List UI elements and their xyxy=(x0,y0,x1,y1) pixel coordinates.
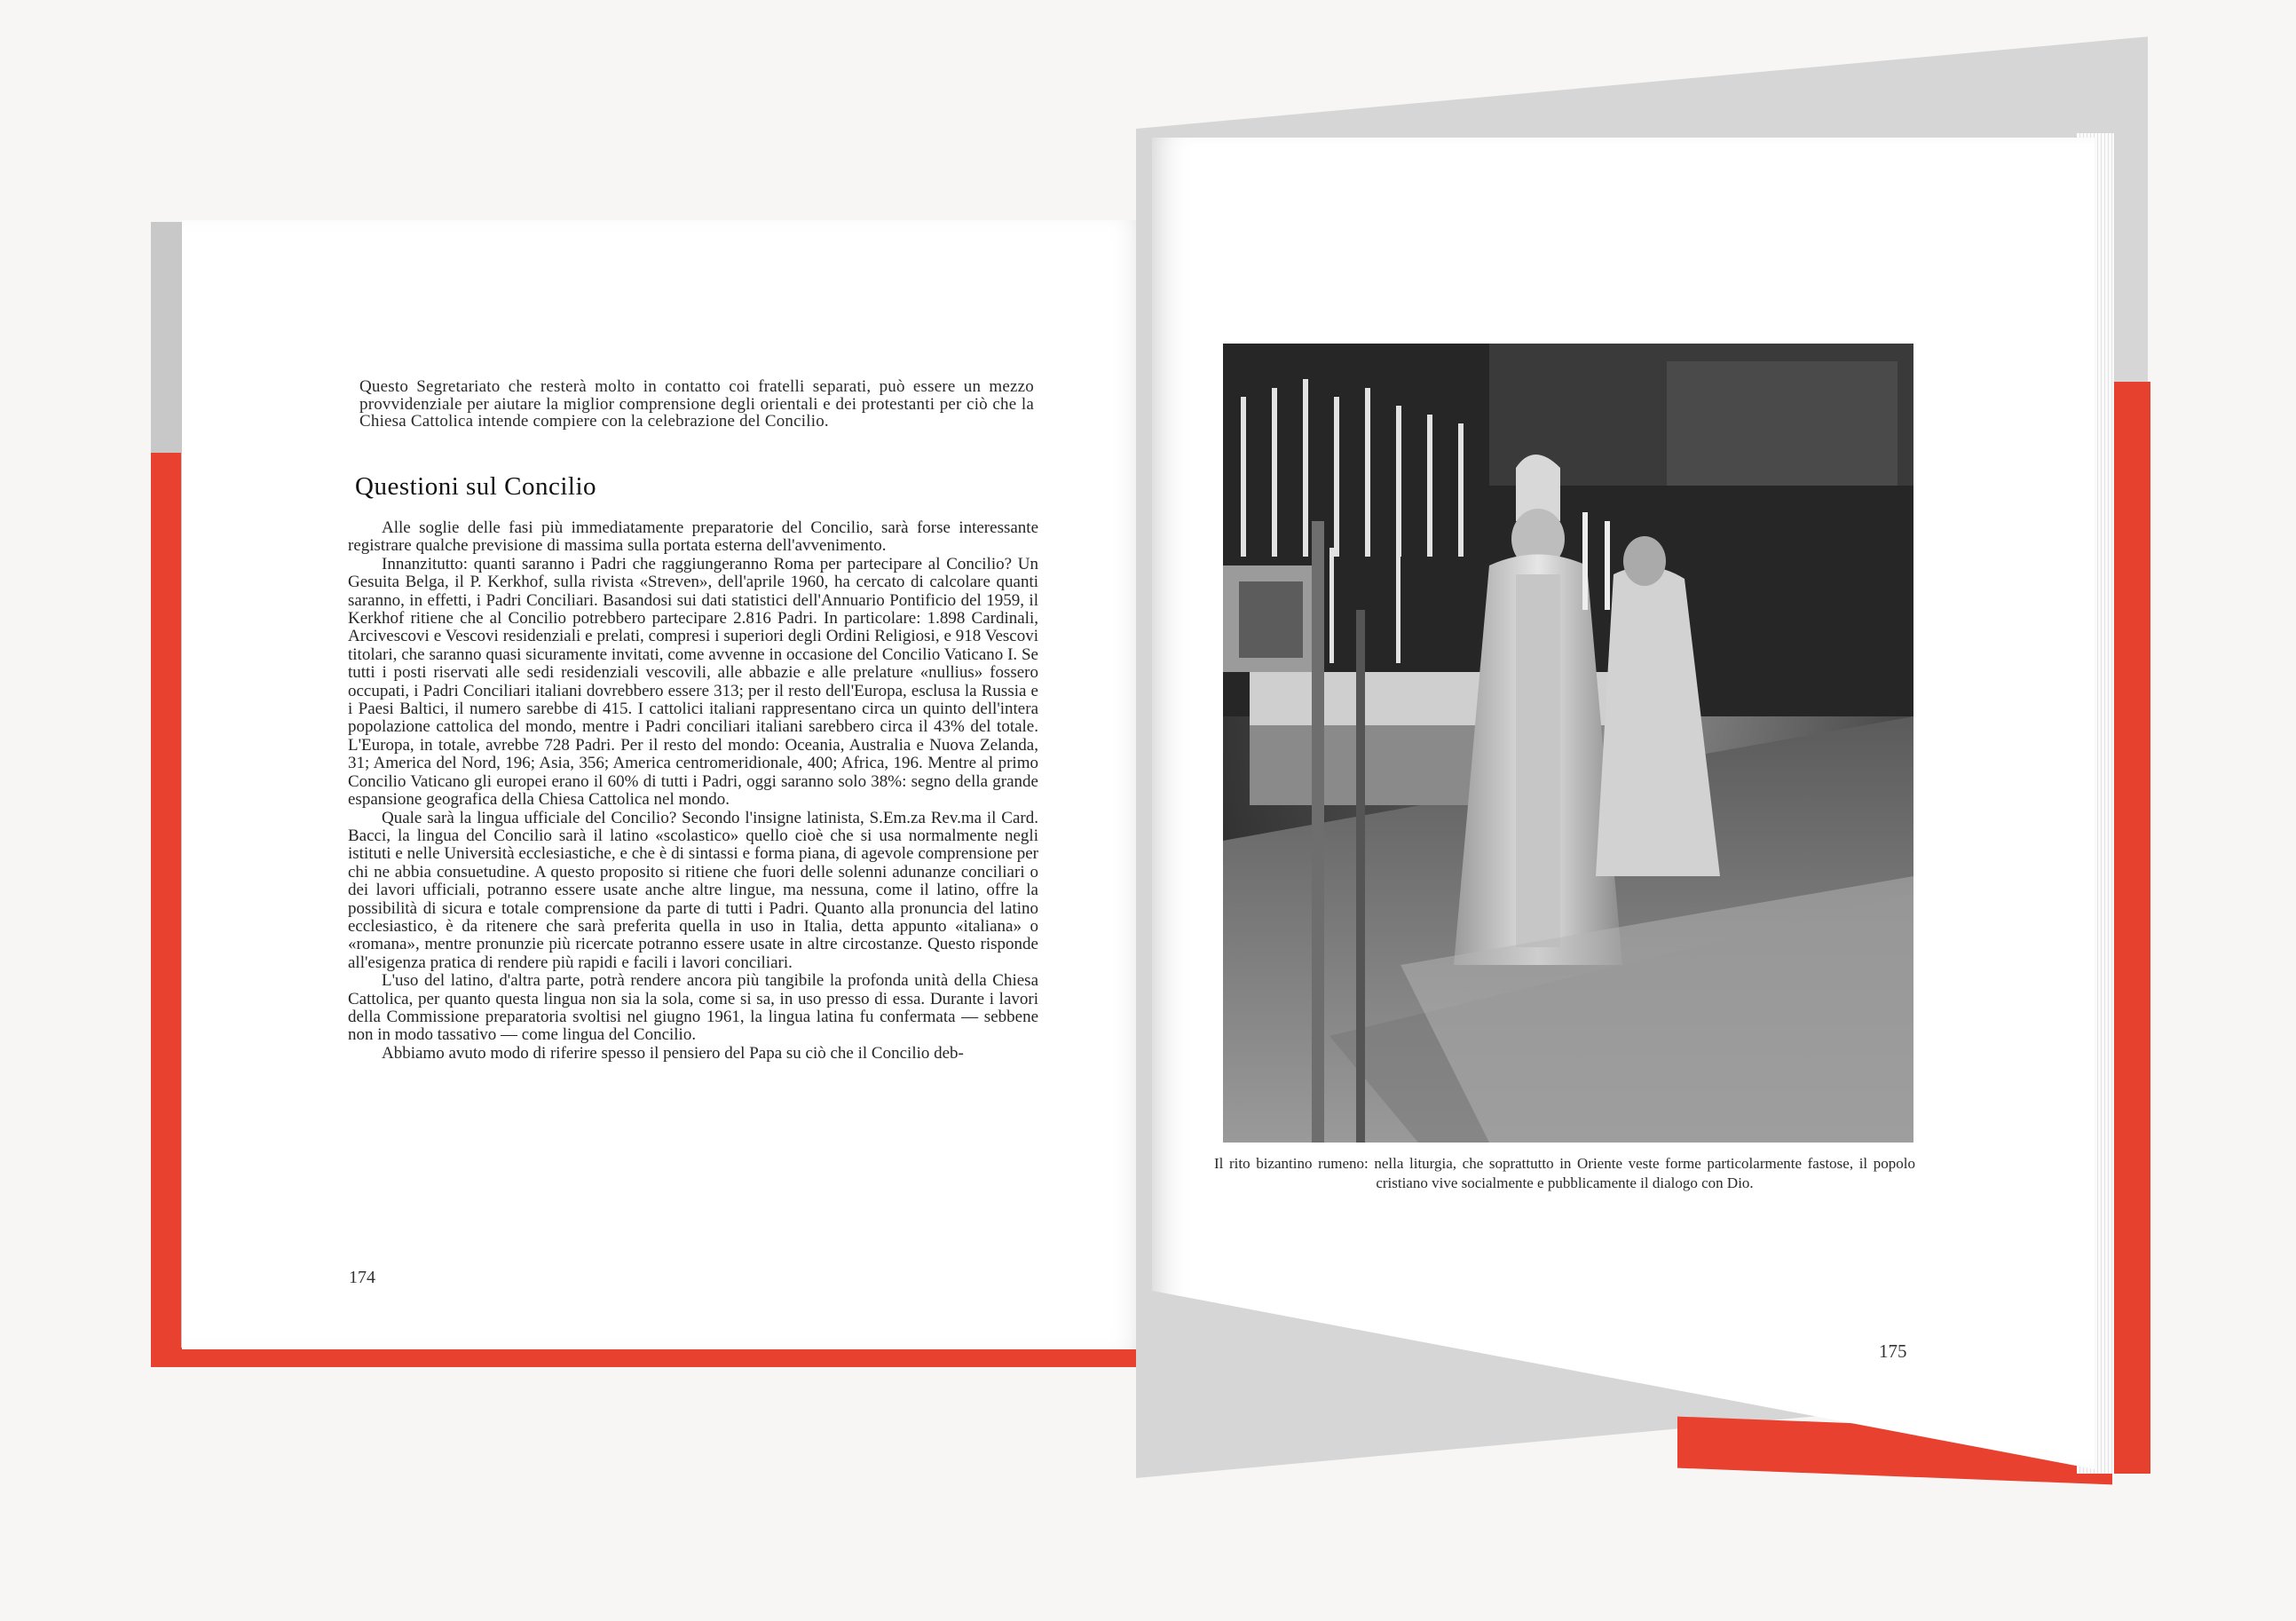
page-number-right: 175 xyxy=(1879,1340,1907,1362)
body-text xyxy=(348,519,1038,1063)
paragraph: Abbiamo avuto modo di riferire spesso il pensiero del Papa su ciò che il Concilio deb- xyxy=(382,1043,964,1063)
left-red-cover-stripe xyxy=(172,453,181,1367)
paragraph: Alle soglie delle fasi più immediatamente preparatorie del Concilio, sarà forse interessante registrare qualche previsione di massima sulla portata esterna dell'avvenimento. xyxy=(348,518,1038,556)
page-number-left: 174 xyxy=(349,1268,375,1287)
paragraph: L'uso del latino, d'altra parte, potrà rendere ancora più tangibile la profonda unità della Chiesa Cattolica, per quanto questa lingua non sia la sola, come si sa, in uso presso di essa. Durante i lavori della Commissione preparatoria svoltisi nel giugno 1961, la lingua latina fu confermata — sebbene non in modo tassativo — come lingua del Concilio. xyxy=(348,971,1038,1045)
liturgy-photograph xyxy=(1223,344,1913,1143)
section-heading: Questioni sul Concilio xyxy=(355,472,596,501)
paragraph: Innanzitutto: quanti saranno i Padri che raggiungeranno Roma per partecipare al Concilio? Un Gesuita Belga, il P. Kerkhof, sulla rivista «Streven», dell'aprile 1960, ha cercato di calcolare quanti saranno, in effetti, i Padri Conciliari. Basandosi sui dati statistici dell'Annuario Pontificio del 1959, il Kerkhof ritiene che al Concilio potrebbero partecipare 2.816 Padri. In particolare: 1.898 Cardinali, Arcivescovi e Vescovi residenziali e prelati, compresi i superiori degli Ordini Religiosi, e 918 Vescovi titolari, che saranno quasi sicuramente invitati, come avvenne in occasione del Concilio Vaticano I. Se tutti i posti riservati alle sedi residenziali vescovili, alle abbazie e alle prelature «nullius» fossero occupati, i Padri Conciliari italiani dovrebbero essere 313; per il resto dell'Europa, esclusa la Russia e i Paesi Baltici, il numero sarebbe di 415. I cattolici italiani rappresentano circa un quinto dell'intera popolazione cattolica del mondo, mentre i Padri conciliari italiani sarebbero circa il 43% del totale. L'Europa, in totale, avrebbe 728 Padri. Per il resto del mondo: Oceania, Australia e Nuova Zelanda, 31; America del Nord, 196; Asia, 356; America centromeridionale, 400; Africa, 196. Mentre al primo Concilio Vaticano gli europei erano il 60% di tutti i Padri, oggi saranno solo 38%: segno della grande espansione geografica della Chiesa Cattolica nel mondo. xyxy=(348,554,1038,810)
photo-illustration xyxy=(1223,344,1913,1143)
left-bottom-cover-band xyxy=(173,1348,1136,1367)
right-red-cover-band xyxy=(2108,382,2150,1474)
photo-caption: Il rito bizantino rumeno: nella liturgia, che soprattutto in Oriente veste forme particolarmente fastose, il popolo cristiano vive socialmente e pubblicamente il dialogo con Dio. xyxy=(1214,1155,1915,1191)
paragraph: Quale sarà la lingua ufficiale del Concilio? Secondo l'insigne latinista, S.Em.za Rev.ma il Card. Bacci, la lingua del Concilio sarà il latino «scolastico» quello cioè che si usa normalmente negli istituti e nelle Università ecclesiastiche, e che è di sintassi e forma piana, di agevole comprensione per chi ne abbia consuetudine. A questo proposito si ritiene che fuori delle solenni adunanze conciliari o dei lavori ufficiali, potranno essere usate anche altre lingue, ma nessuna, come il latino, offre la possibilità di sicura e totale comprensione da parte di tutti i Padri. Quanto alla pronuncia del latino ecclesiastico, è da ritenere che sarà preferita quella in uso in Italia, detta appunto «italiana» o «romana», mentre pronunzie più ricercate potranno essere usate in altre circostanze. Questo risponde all'esigenza pratica di rendere più rapidi e facili i lavori conciliari. xyxy=(348,808,1038,972)
intro-paragraph: Questo Segretariato che resterà molto in contatto coi fratelli separati, può essere un mezzo provvidenziale per aiutare la miglior comprensione degli orientali e dei protestanti per ciò che la Chiesa Cattolica intende compiere con la celebrazione del Concilio. xyxy=(359,377,1034,431)
